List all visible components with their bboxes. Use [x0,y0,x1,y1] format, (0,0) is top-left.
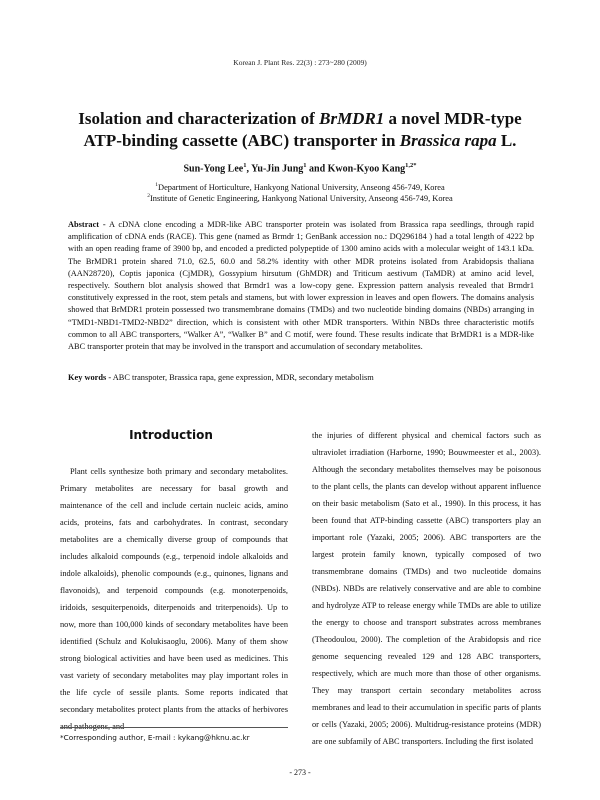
abstract-label: Abstract - [68,220,106,229]
author-2: Yu-Jin Jung [251,163,304,175]
section-heading-introduction: Introduction [129,428,213,442]
corresponding-mark: * [413,162,417,169]
corresponding-author-footnote: *Corresponding author, E-mail : kykang@hknu.ac.kr [60,733,250,742]
title-line1-pre: Isolation and characterization of [78,109,320,128]
author-3: Kwon-Kyoo Kang [327,163,406,175]
title-line2-pre: ATP-binding cassette (ABC) transporter in [83,131,400,150]
author-list [0,162,600,174]
affiliation-2 [0,191,600,204]
title-species-name: Brassica rapa [399,131,497,150]
affiliation-2-text: Institute of Genetic Engineering, Hankyong National University, Anseong 456-749, Korea [150,193,453,203]
page-number: - 273 - [289,768,311,777]
author-1: Sun-Yong Lee [183,163,244,175]
keywords-label: Key words - [68,373,112,382]
affiliation-1-mark: 1 [155,182,159,188]
body-column-left: Plant cells synthesize both primary and secondary metabolites. Primary metabolites are necessary for basal growth and maintenance of the cell and include certain nucleic acids, amino acids, proteins, fats and carbohydrates. In contrast, secondary metabolites are a chemically diverse group of compounds that includes alkaloid compounds (e.g., terpenoid indole alkaloids and indole alkaloids), phenolic compounds (e.g., quinones, lignans and flavonoids), and terpenoid compounds (e.g. monoterpenoids, iridoids, sesquiterpenoids, diterpenoids and triterpenoids). Up to now, more than 100,000 kinds of secondary metabolites have been identified (Schulz and Kolukisaoglu, 2006). Many of them show strong biological activities and have been used as medicines. This vast variety of secondary metabolites may play important roles in the life cycle of sessile plants. Some reports indicated that secondary metabolites protect plants from the attacks of herbivores and pathogens, and [60,467,288,731]
title-line1-post: a novel MDR-type [384,109,522,128]
title-line2-post: L. [496,131,517,150]
title-gene-name: BrMDR1 [319,109,385,128]
affiliation-2-mark: 2 [147,193,150,199]
abstract-text: A cDNA clone encoding a MDR-like ABC transporter protein was isolated from Brassica rapa seedlings, through rapid amplification of cDNA ends (RACE). This gene (named as Brmdr 1; GenBank accession no.: DQ296184 ) had a total length of 4222 bp with an open reading frame of 3900 bp, and encoded a predicted polypeptide of 1300 amino acids with a molecular weight of 143.1 kDa. The BrMDR1 protein shared 71.0, 62.5, 60.0 and 58.2% identity with other MDR proteins isolated from Arabidopsis thaliana (AAN28720), Coptis japonica (CjMDR), Gossypium hirsutum (GhMDR) and Triticum aestivum (TaMDR) at amino acid level, respectively. Southern blot analysis showed that Brmdr1 was a low-copy gene. Expression pattern analysis revealed that Brmdr1 constitutively expressed in the root, stem petals and stamens, but with lower expression in leaves and open flowers. The domains analysis showed that BrMDR1 protein possessed two transmembrane domains (TMDs) and two nucleotide binding domains (NBDs) arranging in “TMD1-NBD1-TMD2-NBD2” direction, which is consistent with other MDR transporters. Within NBDs three characteristic motifs common to all ABC transporters, “Walker A”, “Walker B” and C motif, were found. These results indicate that BrMDR1 is a MDR-like ABC transporter protein that may be involved in the transport and accumulation of secondary metabolites. [68,220,534,352]
author-1-affil: 1 [243,162,247,169]
journal-header: Korean J. Plant Res. 22(3) : 273~280 (2009) [233,58,367,67]
abstract [68,219,534,353]
author-3-affil: 1,2* [405,162,417,169]
keywords [68,372,534,384]
footnote-divider [60,727,288,728]
author-2-affil: 1 [303,162,307,169]
body-column-right: the injuries of different physical and chemical factors such as ultraviolet irradiation (Harborne, 1990; Bouwmeester et al., 2003). Although the secondary metabolites themselves may be poisonous to the plant cells, the plants can develop without apparent influence on their basic metabolism (Sato et al., 1990). In this process, it has been found that ATP-binding cassette (ABC) transporters play an important role (Yazaki, 2005; 2006). ABC transporters are the largest protein family known, typically composed of two transmembrane domains (TMDs) and two nucleotide domains (NBDs). NBDs are relatively conservative and are able to combine and hydrolyze ATP to release energy while TMDs are able to utilize the energy to choose and transport substrates across membranes (Theodoulou, 2000). The completion of the Arabidopsis and rice genome sequencing revealed 129 and 128 ABC transporters, respectively, which are much more than those of other organisms. They may transport certain secondary metabolites across membranes and lead to their accumulation in specific parts of plants or cells (Yazaki, 2005; 2006). Multidrug-resistance proteins (MDR) are one subfamily of ABC transporters. Including the first isolated [312,431,541,746]
author-and: and [306,163,328,175]
keywords-text: ABC transpoter, Brassica rapa, gene expression, MDR, secondary metabolism [111,373,374,382]
author-separator: , [246,163,252,175]
paper-title [40,108,560,152]
affiliation-1-text: Department of Horticulture, Hankyong National University, Anseong 456-749, Korea [158,182,445,192]
